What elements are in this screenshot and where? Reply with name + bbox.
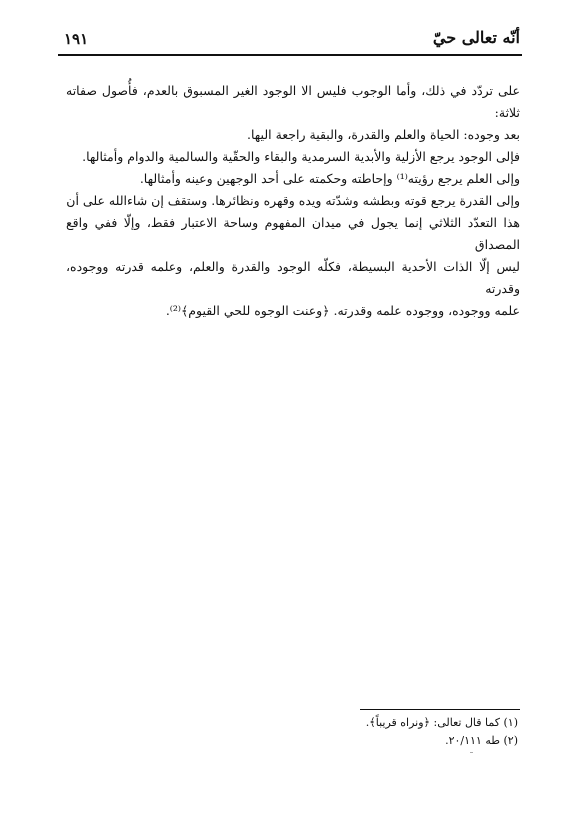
footnotes	[300, 714, 518, 750]
footnote-2: (٢) طه ٢٠/١١١.	[445, 734, 518, 747]
footnote-1: (١) كما قال تعالى: ﴿ونراه قريباً﴾.	[365, 716, 518, 729]
paragraph-3: وإلى العلم يرجع رؤيته⁽¹⁾ وإحاطته وحكمته على أحد الوجهين وعينه وأمثالها.	[139, 171, 520, 186]
header-rule	[58, 54, 522, 56]
paragraph-4: وإلى القدرة يرجع قوته وبطشه وشدّته ويده وقهره ونظائرها. وستقف إن شاءالله على أن هذا التعدّد الثلاثي إنما يجول في ميدان المفهوم وساحة الاعتبار فقط، وإلّا ففي واقع المصداق ليس إلّا الذات الأحدية البسيطة، فكلّه الوجود والقدرة والعلم، وعلمه قدرته ووجوده، وقدرته علمه ووجوده، ووجوده علمه وقدرته. ﴿وعنت الوجوه للحي القيوم﴾⁽²⁾.	[66, 193, 520, 318]
page-header	[64, 22, 520, 52]
scan-speck	[470, 752, 473, 753]
footnote-rule	[360, 709, 520, 710]
page-number: ١٩١	[64, 30, 89, 48]
paragraph-1: على تردّد في ذلك، وأما الوجوب فليس الا الوجود الغير المسبوق بالعدم، فأُصول صفاته ثلاثة: بعد وجوده: الحياة والعلم والقدرة، والبقية راجعة اليها.	[66, 83, 520, 142]
paragraph-2: فإلى الوجود يرجع الأزلية والأبدية السرمدية والبقاء والحقّية والسالمية والدوام وأمثالها.	[82, 149, 520, 164]
running-title: أنّه تعالى حيّ	[432, 28, 520, 47]
main-text	[66, 80, 520, 322]
